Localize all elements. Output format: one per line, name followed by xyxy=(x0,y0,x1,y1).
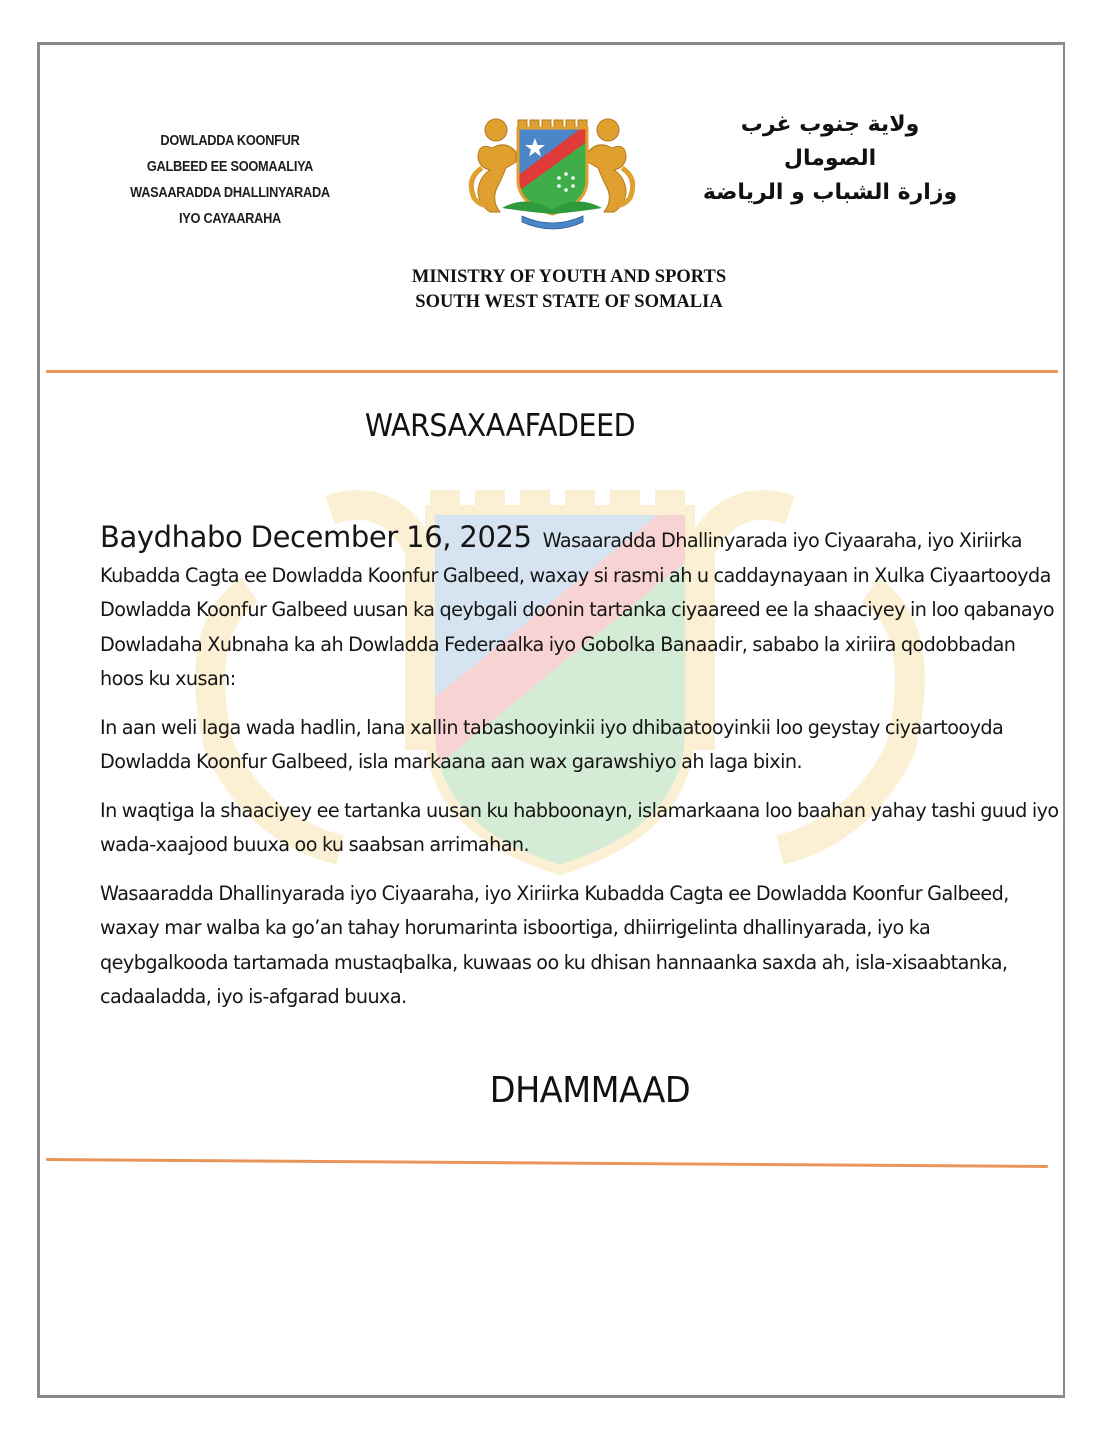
paragraph-text: Wasaaradda Dhallinyarada iyo Ciyaaraha, iyo Xiriirka Kubadda Cagta ee Dowladda Koonfur Galbeed, waxay si rasmi ah u caddaynayaan in Xulka Ciyaartooyda Dowladda Koonfur Galbeed uusan ka qeybgali doonin tartanka ciyaareed ee la shaaciyey in loo qabanayo Dowladaha Xubnaha ka ah Dowladda Federaalka iyo Gobolka Banaadir, sababo la xiriira qodobbadan hoos ku xusan: xyxy=(100,529,1055,690)
dateline: Baydhabo December 16, 2025 xyxy=(100,520,532,554)
letterhead-somali-line: DOWLADDA KOONFUR xyxy=(160,133,300,149)
letterhead-arabic xyxy=(700,108,960,210)
letterhead-english-line: SOUTH WEST STATE OF SOMALIA xyxy=(415,292,723,312)
letterhead-somali xyxy=(124,128,335,232)
letterhead-english xyxy=(330,265,808,315)
document-title: WARSAXAAFADEED xyxy=(364,408,636,444)
letterhead-somali-line: WASAARADDA DHALLINYARADA xyxy=(130,185,330,201)
body-paragraph xyxy=(100,520,1060,697)
coat-of-arms-icon xyxy=(462,108,642,233)
letterhead-somali-line: IYO CAYAARAHA xyxy=(179,211,281,227)
letterhead-arabic-line: وزارة الشباب و الرياضة xyxy=(702,180,958,205)
body-paragraph: In aan weli laga wada hadlin, lana xallin tabashooyinkii iyo dhibaatooyinkii loo geystay ciyaartooyda Dowladda Koonfur Galbeed, isla markaana aan wax garawshiyo ah laga bixin. xyxy=(100,715,1004,773)
closing-word: DHAMMAAD xyxy=(489,1070,691,1111)
header-divider xyxy=(46,370,1058,373)
body-paragraph: In waqtiga la shaaciyey ee tartanka uusan ku habboonayn, islamarkaana loo baahan yahay tashi guud iyo wada-xaajood buuxa oo ku saabsan arrimahan. xyxy=(100,798,1059,856)
document-body xyxy=(100,520,1060,1029)
letterhead-somali-line: GALBEED EE SOOMAALIYA xyxy=(146,159,314,175)
body-paragraph: Wasaaradda Dhallinyarada iyo Ciyaaraha, iyo Xiriirka Kubadda Cagta ee Dowladda Koonfur Galbeed, waxay mar walba ka go’an tahay horumarinta isboortiga, dhiirrigelinta dhallinyarada, iyo ka qeybgalkooda tartamada mustaqbalka, kuwaas oo ku dhisan hannaanka saxda ah, isla-xisaabtanka, cadaaladda, iyo is-afgarad buuxa. xyxy=(100,881,1009,1008)
letterhead-english-line: MINISTRY OF YOUTH AND SPORTS xyxy=(411,267,727,287)
letterhead-arabic-line: ولاية جنوب غرب الصومال xyxy=(740,112,920,171)
